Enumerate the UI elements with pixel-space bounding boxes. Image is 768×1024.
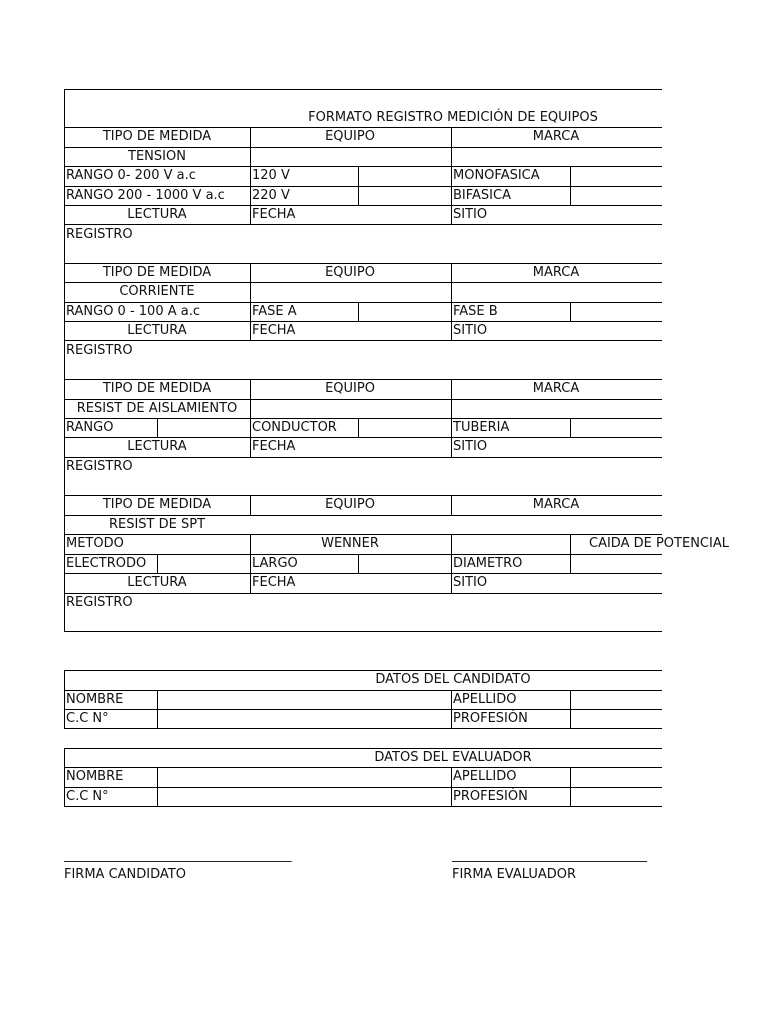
s3-row1-range: RANGO [66,420,114,435]
s1-measure: TENSION [128,149,186,164]
s1-row2-equipo: 220 V [252,188,290,203]
grid-line [358,166,359,205]
s4-fecha: FECHA [252,575,296,590]
grid-line [250,379,251,457]
grid-line [157,690,158,729]
s4-sitio: SITIO [453,575,488,590]
s3-tipo-header: TIPO DE MEDIDA [102,381,212,396]
evaluador-cc-label: C.C N° [66,789,109,804]
grid-line [64,224,662,225]
grid-line [64,340,662,341]
grid-line [358,418,359,437]
s1-sitio: SITIO [453,207,488,222]
grid-line [64,379,662,380]
grid-line [64,205,662,206]
grid-line [570,534,571,573]
candidato-apellido-label: APELLIDO [453,692,517,707]
grid-line [250,263,251,340]
s4-registro: REGISTRO [66,595,133,610]
grid-line [451,767,452,807]
s2-row1-marca: FASE B [453,304,498,319]
s1-row2-range: RANGO 200 - 1000 V a.c [66,188,225,203]
grid-line [64,418,662,419]
s4-tipo-header: TIPO DE MEDIDA [102,497,212,512]
candidato-title: DATOS DEL CANDIDATO [375,672,531,687]
grid-line [64,437,662,438]
s4-row1-diametro: DIAMETRO [453,556,523,571]
s4-metodo-caida: CAIDA DE POTENCIAL [589,536,729,551]
s1-row2-marca: BIFASICA [453,188,511,203]
grid-line [64,89,65,632]
s1-marca-header: MARCA [532,129,580,144]
s4-lectura: LECTURA [127,575,187,590]
s2-tipo-header: TIPO DE MEDIDA [102,265,212,280]
grid-line [451,263,452,340]
s1-row1-equipo: 120 V [252,168,290,183]
grid-line [64,709,662,710]
s2-marca-header: MARCA [532,265,580,280]
grid-line [64,186,662,187]
grid-line [570,767,571,807]
grid-line [64,787,662,788]
s3-marca-header: MARCA [532,381,580,396]
s4-measure: RESIST DE SPT [108,517,206,532]
grid-line [64,515,662,516]
candidato-cc-label: C.C N° [66,711,109,726]
s2-row1-range: RANGO 0 - 100 A a.c [66,304,201,319]
grid-line [64,534,662,535]
firma-evaluador-line: ______________________________ [452,848,647,863]
s2-equipo-header: EQUIPO [325,265,375,280]
grid-line [64,728,662,729]
grid-line [570,418,571,437]
evaluador-apellido-label: APELLIDO [453,769,517,784]
grid-line [157,767,158,807]
s3-fecha: FECHA [252,439,296,454]
grid-line [451,495,452,515]
grid-line [64,399,662,400]
grid-line [64,321,662,322]
candidato-profesion-label: PROFESIÓN [453,711,528,726]
evaluador-profesion-label: PROFESIÓN [453,789,528,804]
grid-line [570,690,571,729]
s2-lectura: LECTURA [127,323,187,338]
grid-line [64,573,662,574]
grid-line [64,806,662,807]
s1-row1-marca: MONOFASICA [453,168,540,183]
grid-line [64,631,662,632]
s2-sitio: SITIO [453,323,488,338]
grid-line [451,127,452,224]
grid-line [358,302,359,321]
s2-row1-equipo: FASE A [252,304,297,319]
grid-line [64,767,662,768]
s3-row1-marca: TUBERIA [453,420,510,435]
firma-evaluador-label: FIRMA EVALUADOR [452,867,577,882]
grid-line [64,495,662,496]
grid-line [64,670,662,671]
grid-line [451,534,452,593]
form-title: FORMATO REGISTRO MEDICIÓN DE EQUIPOS [308,110,598,125]
s2-registro: REGISTRO [66,343,133,358]
s4-row1-electrodo: ELECTRODO [66,556,147,571]
s1-fecha: FECHA [252,207,296,222]
s1-equipo-header: EQUIPO [325,129,375,144]
s1-registro: REGISTRO [66,227,133,242]
grid-line [250,127,251,224]
evaluador-title: DATOS DEL EVALUADOR [374,750,532,765]
s1-tipo-header: TIPO DE MEDIDA [102,129,212,144]
s4-row1-largo: LARGO [252,556,298,571]
grid-line [64,89,662,90]
grid-line [64,670,65,729]
grid-line [250,534,251,593]
grid-line [570,166,571,205]
s4-marca-header: MARCA [532,497,580,512]
s4-metodo-label: METODO [66,536,124,551]
grid-line [64,748,662,749]
s3-equipo-header: EQUIPO [325,381,375,396]
grid-line [157,554,158,573]
s2-measure: CORRIENTE [119,284,195,299]
grid-line [64,263,662,264]
grid-line [64,457,662,458]
grid-line [451,379,452,457]
grid-line [358,554,359,573]
grid-line [64,690,662,691]
evaluador-nombre-label: NOMBRE [66,769,124,784]
grid-line [451,690,452,729]
grid-line [64,282,662,283]
grid-line [570,302,571,321]
s3-row1-equipo: CONDUCTOR [252,420,337,435]
candidato-nombre-label: NOMBRE [66,692,124,707]
s1-lectura: LECTURA [127,207,187,222]
grid-line [64,302,662,303]
s1-row1-range: RANGO 0- 200 V a.c [66,168,196,183]
grid-line [64,554,662,555]
grid-line [64,748,65,807]
firma-candidato-line: ___________________________________ [64,848,292,863]
grid-line [157,418,158,437]
grid-line [250,495,251,515]
s3-measure: RESIST DE AISLAMIENTO [76,401,238,416]
s3-sitio: SITIO [453,439,488,454]
s4-metodo-wenner: WENNER [321,536,379,551]
firma-candidato-label: FIRMA CANDIDATO [64,867,186,882]
s2-fecha: FECHA [252,323,296,338]
s4-equipo-header: EQUIPO [325,497,375,512]
s3-lectura: LECTURA [127,439,187,454]
s3-registro: REGISTRO [66,459,133,474]
grid-line [64,166,662,167]
grid-line [64,593,662,594]
grid-line [64,127,662,128]
grid-line [64,147,662,148]
